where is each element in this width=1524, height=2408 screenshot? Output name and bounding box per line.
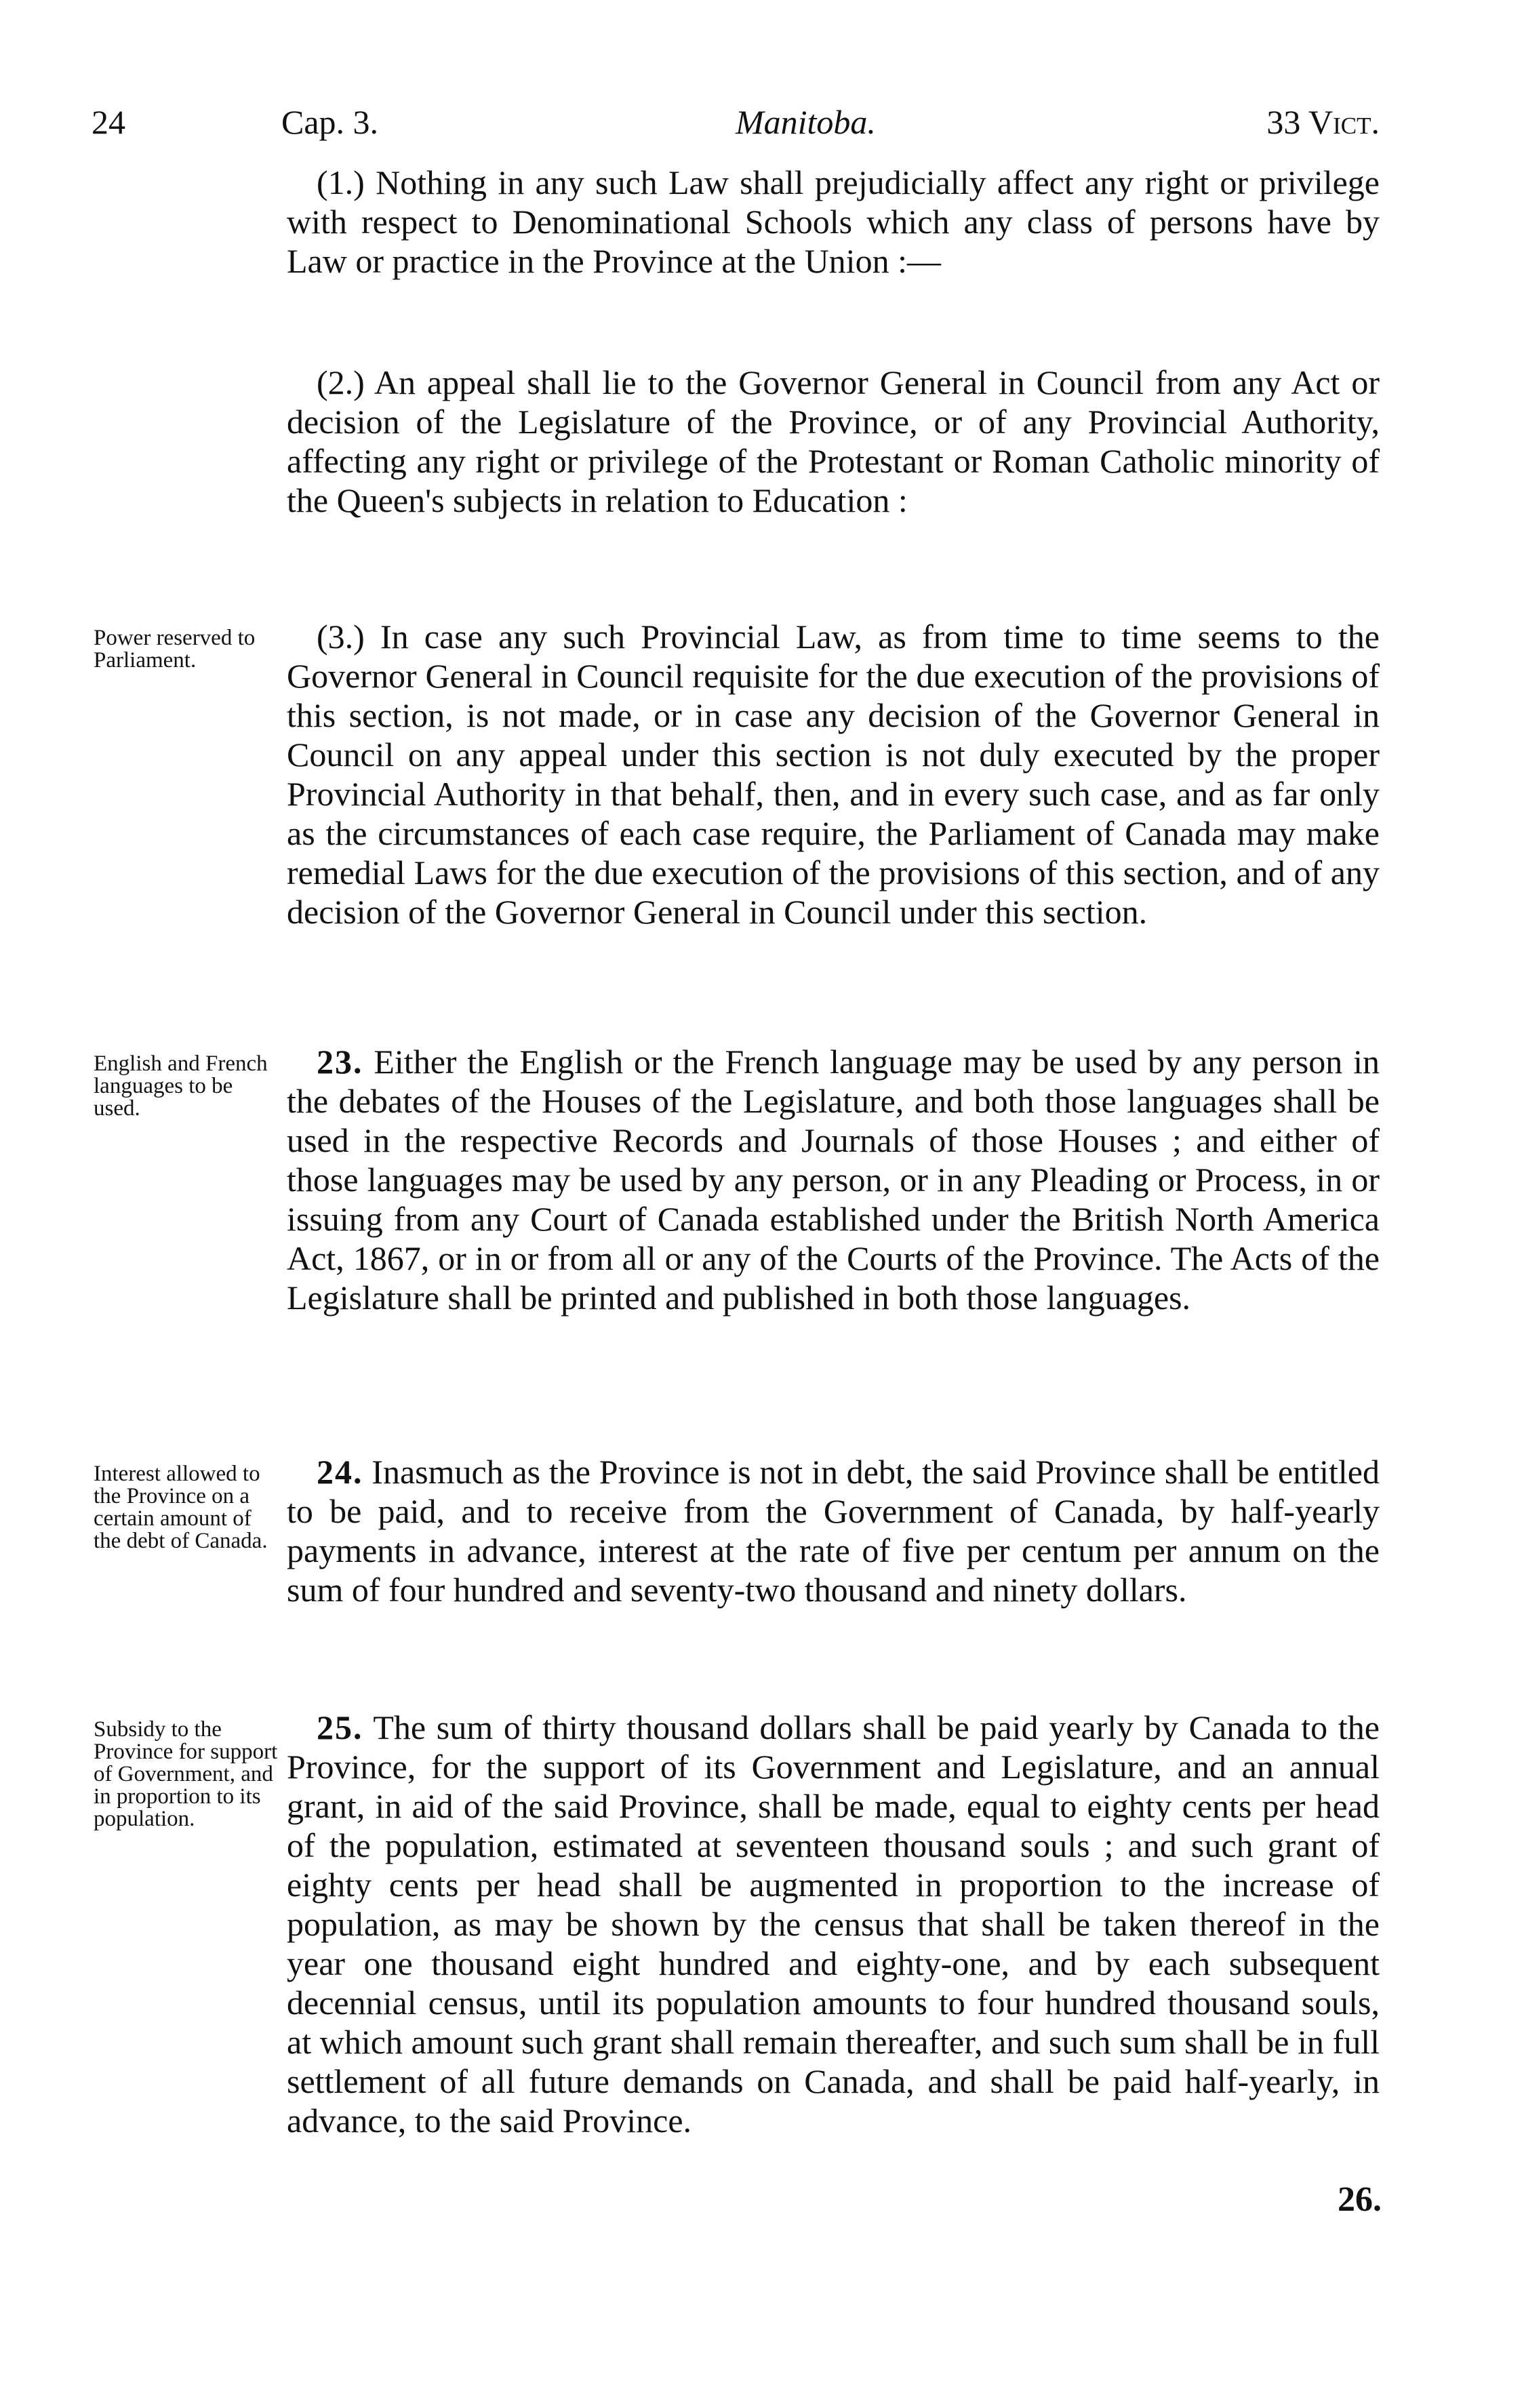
regnal-year: 33 Vict. <box>1266 103 1380 141</box>
subsection-1: (1.) Nothing in any such Law shall prejudicially affect any right or privilege with respect to Denominational Schools which any class of persons have by Law or practice in the Province at the Union :— <box>287 163 1380 280</box>
margin-note-power-reserved: Power reserved to Parliament. <box>94 626 256 673</box>
section-number: 24. <box>317 1453 363 1491</box>
margin-note-interest: Interest allowed to the Province on a certain amount of the debt of Canada. <box>94 1462 268 1553</box>
subsection-3: (3.) In case any such Provincial Law, as from time to time seems to the Governor General in Council requisite for the due execution of the provisions of this section, is not made, or in case any decision of the Governor General in Council on any appeal under this section is not duly executed by the proper Provincial Authority in that behalf, then, and in every such case, and as far only as the circumstances of each case require, the Parliament of Canada may make remedial Laws for the due execution of the provisions of this section, and of any decision of the Governor General in Council under this section. <box>287 618 1380 931</box>
section-25 <box>287 1708 1380 2140</box>
section-text: The sum of thirty thousand dollars shall be paid yearly by Canada to the Province, for the support of its Government and Legislature, and an annual grant, in aid of the said Province, shall be made, equal to eighty cents per head of the population, estimated at seventeen thousand souls ; and such grant of eighty cents per head shall be augmented in proportion to the increase of population, as may be shown by the census that shall be taken thereof in the year one thousand eight hundred and eighty-one, and by each subsequent decennial census, until its population amounts to four hundred thousand souls, at which amount such grant shall remain thereafter, and such sum shall be in full settlement of all future demands on Canada, and shall be paid half-yearly, in advance, to the said Province. <box>287 1708 1380 2140</box>
section-number: 23. <box>317 1043 363 1081</box>
section-text: Either the English or the French language may be used by any person in the debates of the Houses of the Legislature, and both those languages shall be used in the respective Records and Journals of those Houses ; and either of those languages may be used by any person, or in any Pleading or Process, in or issuing from any Court of Canada established under the British North America Act, 1867, or in or from all or any of the Courts of the Province. The Acts of the Legislature shall be printed and published in both those languages. <box>287 1043 1380 1317</box>
section-23 <box>287 1042 1380 1317</box>
margin-note-languages: English and French languages to be used. <box>94 1051 268 1121</box>
page-title: Manitoba. <box>736 103 876 141</box>
section-24 <box>287 1452 1380 1609</box>
catchword: 26. <box>1338 2180 1382 2219</box>
section-text: Inasmuch as the Province is not in debt, the said Province shall be entitled to be paid, and to receive from the Government of Canada, by half-yearly payments in advance, interest at the rate of five per centum per annum on the sum of four hundred and seventy-two thousand and ninety dollars. <box>287 1453 1380 1609</box>
page-number: 24 <box>92 103 125 141</box>
chapter-label: Cap. 3. <box>281 103 379 141</box>
subsection-2: (2.) An appeal shall lie to the Governor General in Council from any Act or decision of the Legislature of the Province, or of any Provincial Authority, affecting any right or privilege of the Protestant or Roman Catholic minority of the Queen's subjects in relation to Education : <box>287 363 1380 519</box>
running-header <box>92 102 1380 156</box>
margin-note-subsidy: Subsidy to the Province for support of Government, and in proportion to its population. <box>94 1717 278 1831</box>
section-number: 25. <box>317 1708 363 1746</box>
